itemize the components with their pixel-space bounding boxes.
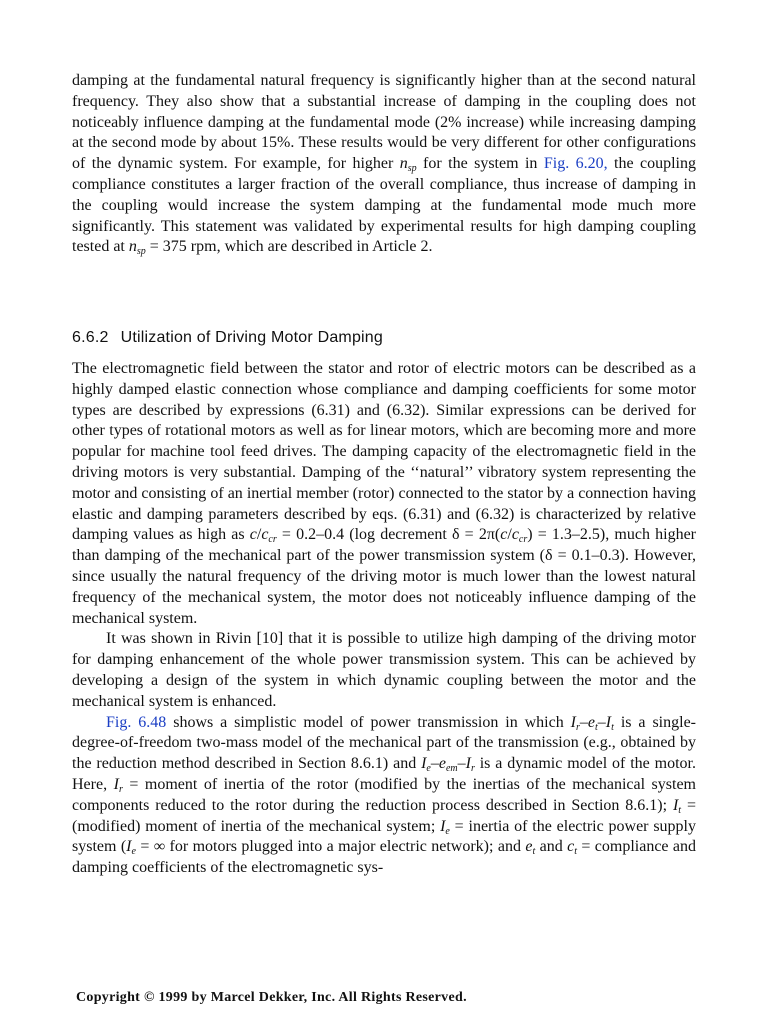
dash: –: [457, 755, 466, 773]
symbol-I: I: [465, 755, 471, 773]
intro-text-4: = 375 rpm, which are described in Article 2.: [145, 238, 433, 256]
subscript-t: t: [595, 721, 598, 733]
section-number: 6.6.2: [72, 329, 109, 346]
subscript-t: t: [574, 846, 577, 858]
damping-symbol: c: [500, 526, 508, 544]
para3-text-9: = compliance and damping coefficients of the electromagnetic sys-: [72, 838, 697, 877]
section-body: [72, 359, 696, 879]
nsp-subscript: sp: [407, 163, 417, 175]
intro-paragraph: [72, 71, 696, 258]
subscript-r: r: [118, 783, 123, 795]
symbol-I: I: [605, 713, 612, 731]
subscript-r: r: [575, 721, 580, 733]
para3-text-5: = (modified) moment of inertia of the mechanical system;: [72, 796, 696, 835]
damping-symbol: c: [249, 526, 257, 544]
para3-text-7: = ∞ for motors plugged into a major electric network); and: [135, 838, 526, 856]
para3-text-3: is a dynamic model of the motor. Here,: [72, 755, 696, 793]
para1-text-3: ) = 1.3–2.5), much higher than damping of the mechanical part of the power transmission system (δ = 0.1–0.3). However, since usually the natural frequency of the driving motor is much lower than the lowest natural frequency of the mechanical system, the motor does not noticeably influence damping of the mechanical system.: [72, 526, 697, 627]
subscript-em: em: [445, 763, 458, 775]
para3-text-6: = inertia of the electric power supply system (: [72, 817, 696, 856]
dash: –: [597, 713, 606, 731]
para1-text-1: The electromagnetic field between the stator and rotor of electric motors can be described as a highly damped elastic connection whose compliance and damping coefficients for some motor types are described by expressions (6.31) and (6.32). Similar expressions can be derived for other types of rotational motors as well as for linear motors, which are becoming more and more popular for machine tool feed drives. The damping capacity of the electromagnetic field in the driving motors is very substantial. Damping of the ‘‘natural’’ vibratory system representing the motor and consisting of an inertial member (rotor) connected to the stator by a connection having elastic and damping parameters described by eqs. (6.31) and (6.32) is characterized by relative damping values as high as: [72, 360, 696, 544]
body-paragraph-2: [72, 629, 696, 712]
critical-damping-symbol: c: [511, 526, 519, 544]
symbol-e: e: [587, 713, 595, 731]
para3-text-8: and: [535, 838, 568, 856]
figure-link-6-20[interactable]: Fig. 6.20,: [543, 155, 608, 173]
intro-text-2: for the system in: [416, 155, 544, 173]
subscript-e: e: [131, 846, 136, 858]
para1-text-2: = 0.2–0.4 (log decrement δ = 2π(: [276, 526, 501, 544]
symbol-I: I: [672, 796, 679, 814]
slash: /: [507, 526, 512, 544]
para3-text-2: is a single-degree-of-freedom two-mass model of the mechanical part of the transmission (e.g., obtained by the reduction method described in Section 8.6.1) and: [72, 713, 696, 773]
intro-text-1: damping at the fundamental natural frequency is significantly higher than at the second natural frequency. They also show that a substantial increase of damping in the coupling does not noticeably influence damping at the fundamental mode (2% increase) while increasing damping at the second mode by about 15%. These results would be very different for other configurations of the dynamic system. For example, for higher: [72, 72, 696, 173]
subscript-t: t: [678, 804, 682, 816]
dash: –: [579, 713, 588, 731]
nsp-symbol: n: [128, 238, 137, 256]
symbol-c: c: [567, 838, 575, 856]
dash: –: [430, 755, 439, 773]
symbol-I: I: [440, 817, 446, 835]
intro-text-3: the coupling compliance constitutes a larger fraction of the overall compliance, thus increase of damping in the coupling would increase the system damping at the fundamental mode much more significantly. This statement was validated by experimental results for high damping coupling tested at: [72, 155, 696, 256]
slash: /: [256, 526, 262, 544]
symbol-I: I: [421, 755, 427, 773]
section-title: Utilization of Driving Motor Damping: [120, 329, 383, 346]
para3-text-4: = moment of inertia of the rotor (modified by the inertias of the mechanical system components reduced to the rotor during the reduction process described in Section 8.6.1);: [72, 775, 697, 814]
subscript-e: e: [426, 763, 431, 775]
copyright-footer: Copyright © 1999 by Marcel Dekker, Inc. All Rights Reserved.: [76, 990, 467, 1005]
subscript-t: t: [611, 721, 614, 733]
para2-text: It was shown in Rivin [10] that it is possible to utilize high damping of the driving motor for damping enhancement of the whole power transmission system. This can be achieved by developing a design of the system in which dynamic coupling between the motor and the mechanical system is enhanced.: [72, 630, 696, 710]
symbol-e: e: [525, 838, 533, 856]
nsp-symbol: n: [399, 155, 408, 173]
subscript-t: t: [532, 846, 536, 858]
body-paragraph-3: [72, 713, 696, 879]
subscript-r: r: [470, 763, 475, 775]
nsp-subscript: sp: [136, 246, 146, 258]
body-paragraph-1: [72, 359, 696, 629]
figure-link-6-48[interactable]: Fig. 6.48: [106, 713, 167, 731]
para3-text-1: shows a simplistic model of power transmission in which: [166, 713, 571, 731]
symbol-e: e: [438, 755, 446, 773]
subscript-e: e: [445, 825, 450, 837]
cr-subscript: cr: [518, 534, 528, 546]
symbol-I: I: [113, 775, 119, 793]
cr-subscript: cr: [268, 534, 277, 546]
symbol-I: I: [570, 713, 576, 731]
critical-damping-symbol: c: [261, 526, 269, 544]
section-heading: [72, 329, 383, 347]
symbol-I: I: [126, 838, 132, 856]
